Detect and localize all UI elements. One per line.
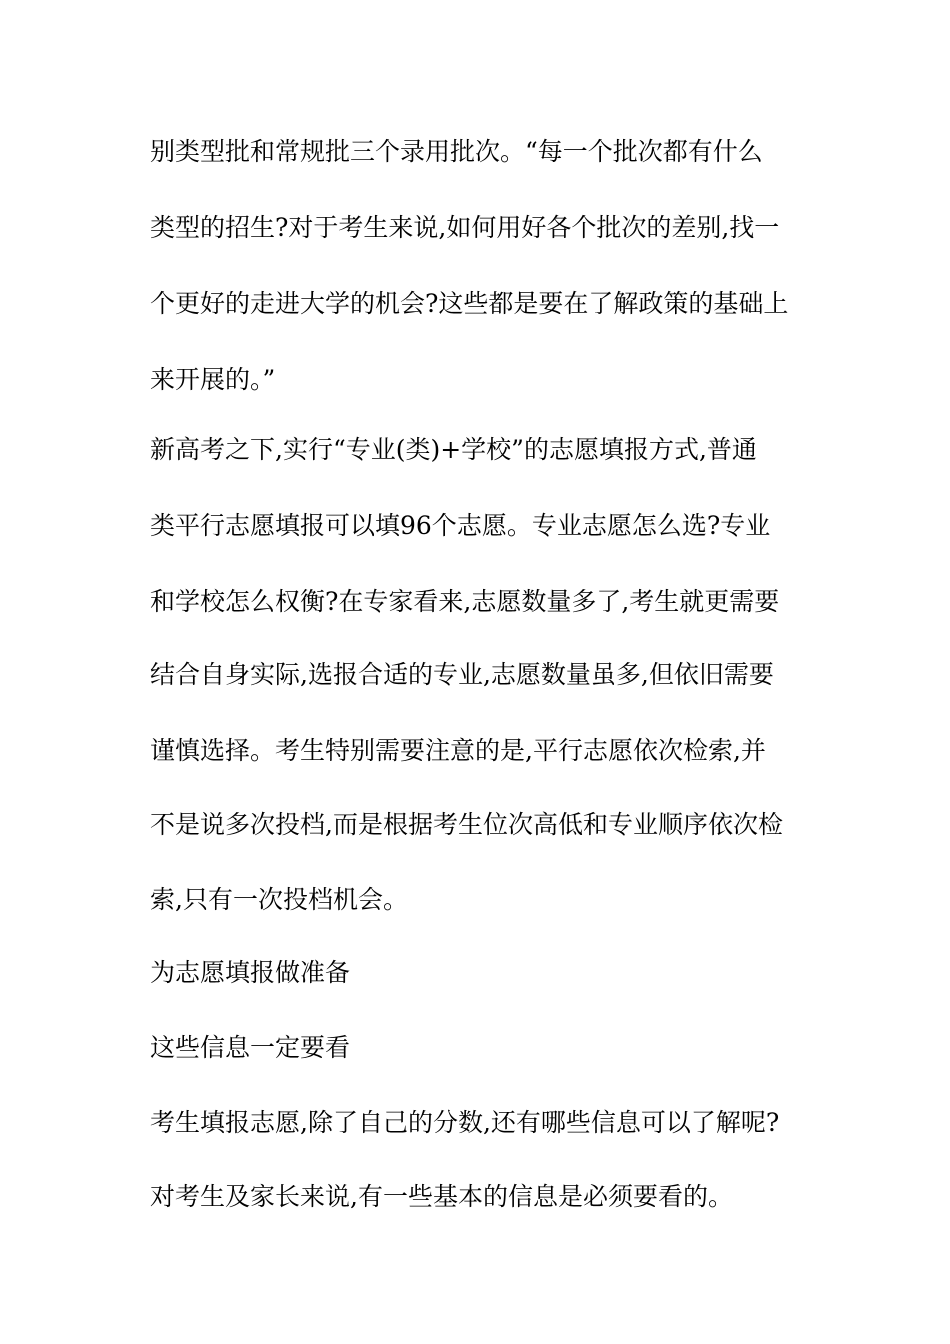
text-line: 别类型批和常规批三个录用批次。“每一个批次都有什么 (150, 137, 763, 166)
text-line: 来开展的。” (150, 365, 276, 394)
text-line: 和学校怎么权衡?在专家看来,志愿数量多了,考生就更需要 (150, 587, 780, 616)
text-line: 新高考之下,实行“专业(类)+学校”的志愿填报方式,普通 (150, 435, 757, 464)
text-line: 索,只有一次投档机会。 (150, 885, 408, 914)
text-line: 不是说多次投档,而是根据考生位次高低和专业顺序依次检 (150, 810, 783, 839)
text-line: 个更好的走进大学的机会?这些都是要在了解政策的基础上 (150, 289, 789, 318)
text-line: 对考生及家长来说,有一些基本的信息是必须要看的。 (150, 1182, 733, 1211)
text-line: 类型的招生?对于考生来说,如何用好各个批次的差别,找一 (150, 213, 780, 242)
text-line: 类平行志愿填报可以填96个志愿。专业志愿怎么选?专业 (150, 511, 771, 540)
section-heading: 这些信息一定要看 (150, 1033, 351, 1062)
text-line: 结合自身实际,选报合适的专业,志愿数量虽多,但依旧需要 (150, 660, 774, 689)
section-heading: 为志愿填报做准备 (150, 958, 351, 987)
text-line: 谨慎选择。考生特别需要注意的是,平行志愿依次检索,并 (150, 736, 766, 765)
text-line: 考生填报志愿,除了自己的分数,还有哪些信息可以了解呢? (150, 1108, 780, 1137)
